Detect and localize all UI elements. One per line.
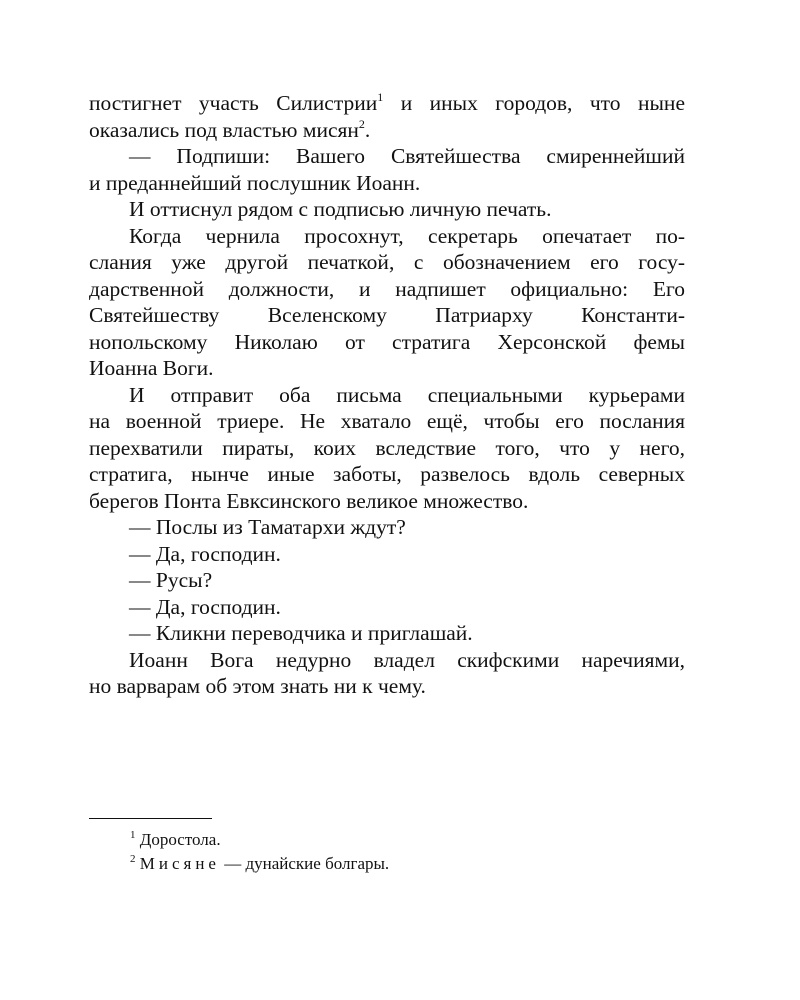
text-line: перехватили пираты, коих вследствие того, что у него, — [89, 435, 685, 460]
footnote-2 — [130, 852, 690, 876]
text-line: берегов Понта Евксинского великое множество. — [89, 488, 529, 513]
dialogue-line: — Да, господин. — [129, 541, 281, 566]
text-line: нопольскому Николаю от стратига Херсонской фемы — [89, 329, 685, 354]
text-line: оказались под властью мисян$^2$. — [89, 116, 371, 142]
footnote-ref-2[interactable]: 2 — [358, 116, 365, 131]
text-line: на военной триере. Не хватало ещё, чтобы его послания — [89, 409, 685, 433]
footnote-term: Мисяне — [139, 854, 220, 873]
text-line: и преданнейший послушник Иоанн. — [89, 170, 421, 195]
text-line: но варварам об этом знать ни к чему. — [89, 674, 426, 698]
footnote-1 — [130, 828, 690, 852]
text-line: постигнет участь Силистрии$^1$ и иных городов, что ныне — [89, 90, 685, 115]
footnote-ref-1[interactable]: 1 — [377, 90, 384, 104]
footnote-number: 1 — [130, 829, 136, 841]
text-line: — Подпиши: Вашего Святейшества смиреннейший — [129, 144, 685, 168]
text-line: Иоанн Вога недурно владел скифскими наречиями, — [129, 647, 685, 672]
footnote-number: 2 — [130, 853, 136, 865]
footnote-text: Доростола. — [139, 830, 221, 849]
text-line: Когда чернила просохнут, секретарь опечатает по- — [129, 223, 685, 248]
text-line: Святейшеству Вселенскому Патриарху Константи- — [89, 303, 685, 327]
text-line: стратига, нынче иные заботы, развелось вдоль северных — [89, 462, 685, 486]
dialogue-line: — Да, господин. — [129, 594, 281, 619]
text-line: Иоанна Воги. — [89, 356, 214, 380]
main-text — [89, 90, 685, 700]
text-line: слания уже другой печаткой, с обозначением его госу- — [89, 250, 685, 274]
footnote-text: — дунайские болгары. — [219, 854, 390, 873]
footnotes — [130, 828, 690, 876]
text-line: И оттиснул рядом с подписью личную печать. — [129, 197, 552, 221]
dialogue-line: — Послы из Таматархи ждут? — [129, 515, 406, 539]
text-line: И отправит оба письма специальными курьерами — [129, 382, 685, 407]
dialogue-line: — Русы? — [129, 568, 213, 592]
text-line: дарственной должности, и надпишет официально: Его — [89, 276, 685, 301]
dialogue-line: — Кликни переводчика и приглашай. — [129, 621, 473, 645]
footnote-divider — [89, 818, 212, 819]
